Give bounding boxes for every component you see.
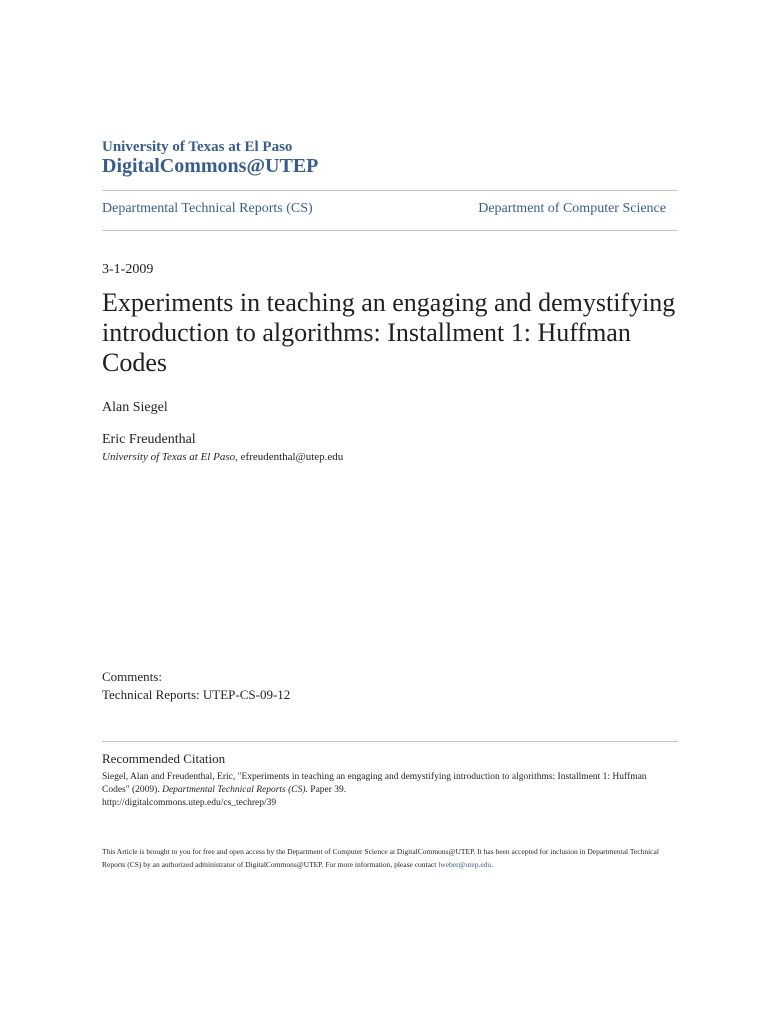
- access-notice-end: .: [491, 859, 494, 869]
- access-notice: [102, 846, 674, 871]
- author-email: , efreudenthal@utep.edu: [235, 451, 344, 463]
- affiliation-name: University of Texas at El Paso: [102, 451, 236, 463]
- citation-heading: Recommended Citation: [102, 751, 226, 766]
- paper-title: Experiments in teaching an engaging and demystifying introduction to algorithms: Installment 1: Huffman Codes: [102, 288, 676, 377]
- citation-paper: Paper 39.: [307, 785, 347, 795]
- collection-link[interactable]: Departmental Technical Reports (CS): [102, 201, 313, 216]
- citation-body: Siegel, Alan and Freudenthal, Eric, "Experiments in teaching an engaging and demystifying introduction to algorithms: Installment 1: Huffman Codes" (2009).: [102, 772, 647, 795]
- university-link[interactable]: University of Texas at El Paso: [102, 139, 293, 155]
- publication-date: 3-1-2009: [102, 262, 154, 277]
- top-divider: [102, 190, 678, 191]
- citation-series: Departmental Technical Reports (CS).: [162, 785, 308, 795]
- comments-label: Comments:: [102, 669, 162, 684]
- collection-divider: [102, 230, 678, 231]
- author-name: Alan Siegel: [102, 400, 168, 415]
- author-affiliation: [102, 451, 343, 463]
- contact-email-link[interactable]: lweber@utep.edu: [438, 859, 492, 869]
- comments-value: Technical Reports: UTEP-CS-09-12: [102, 687, 291, 702]
- citation-url[interactable]: http://digitalcommons.utep.edu/cs_techrep/39: [102, 798, 277, 808]
- author-name: Eric Freudenthal: [102, 432, 196, 447]
- repository-link[interactable]: DigitalCommons@UTEP: [102, 155, 319, 177]
- department-link[interactable]: Department of Computer Science: [478, 201, 666, 216]
- access-notice-text: This Article is brought to you for free and open access by the Department of Computer Science at DigitalCommons@UTEP. It has been accepted for inclusion in Departmental Technical Reports (CS) by an authorized administrator of DigitalCommons@UTEP. For more information, please contact: [102, 847, 659, 869]
- citation-text: [102, 771, 674, 810]
- citation-divider: [102, 741, 678, 742]
